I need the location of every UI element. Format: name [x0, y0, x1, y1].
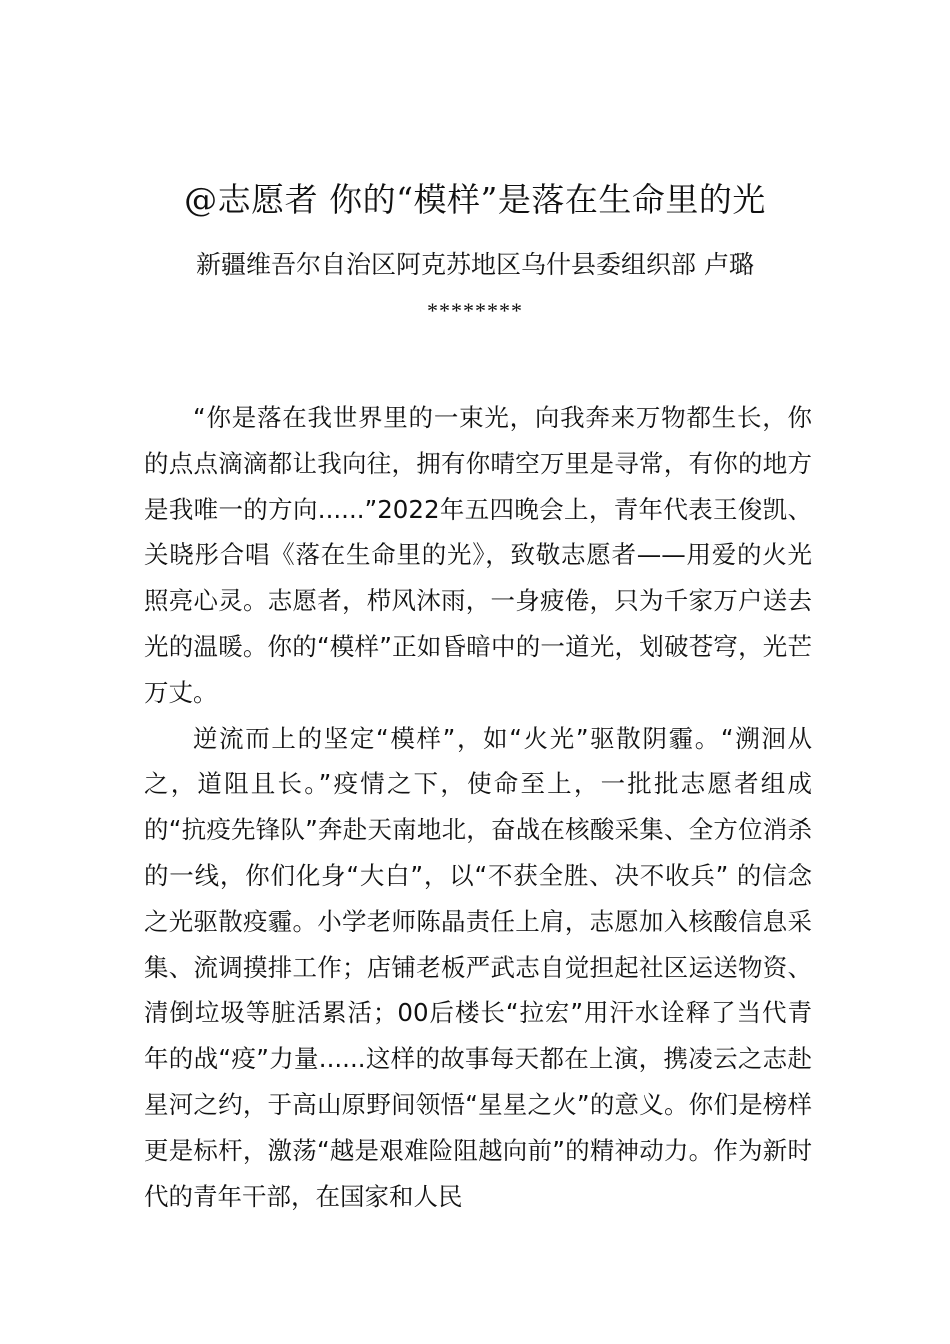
paragraph-2: 逆流而上的坚定“模样”，如“火光”驱散阴霾。“溯洄从之，道阻且长。”疫情之下，使命至上，一批批志愿者组成的“抗疫先锋队”奔赴天南地北，奋战在核酸采集、全方位消杀的一线，你们化身“大白”，以“不获全胜、决不收兵” 的信念之光驱散疫霾。小学老师陈晶责任上肩，志愿加入核酸信息采集、流调摸排工作；店铺老板严武志自觉担起社区运送物资、清倒垃圾等脏活累活；00后楼长“拉宏”用汗水诠释了当代青年的战“疫”力量......这样的故事每天都在上演，携凌云之志赴星河之约，于高山原野间领悟“星星之火”的意义。你们是榜样更是标杆，激荡“越是艰难险阻越向前”的精神动力。作为新时代的青年干部，在国家和人民 [144, 723, 812, 1211]
section-separator: ******** [427, 298, 523, 323]
article-body [144, 395, 812, 1219]
paragraph-1: “你是落在我世界里的一束光，向我奔来万物都生长，你的点点滴滴都让我向往，拥有你晴空万里是寻常，有你的地方是我唯一的方向......”2022年五四晚会上，青年代表王俊凯、关晓彤合唱《落在生命里的光》，致敬志愿者——用爱的火光照亮心灵。志愿者，栉风沐雨，一身疲倦，只为千家万户送去光的温暖。你的“模样”正如昏暗中的一道光，划破苍穹，光芒万丈。 [144, 403, 812, 707]
article-title: @志愿者 你的“模样”是落在生命里的光 [184, 180, 766, 219]
article-author: 新疆维吾尔自治区阿克苏地区乌什县委组织部 卢璐 [196, 250, 754, 279]
